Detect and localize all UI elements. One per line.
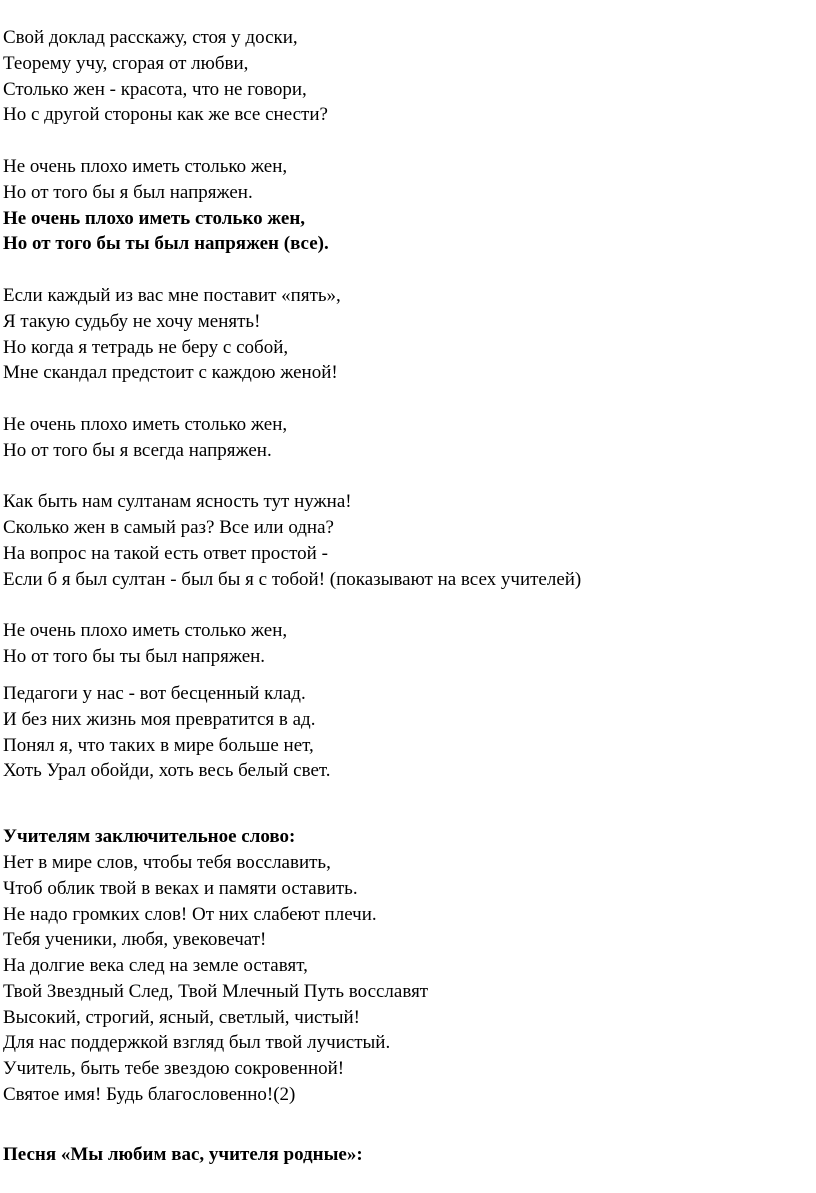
stanza-2-chorus <box>3 154 813 257</box>
text-line: Не очень плохо иметь столько жен, <box>3 413 288 435</box>
text-line: Педагоги у нас - вот бесценный клад. <box>3 682 306 704</box>
text-line: Нет в мире слов, чтобы тебя восславить, <box>3 851 331 873</box>
text-line: Свой доклад расскажу, стоя у доски, <box>3 27 298 48</box>
text-line: Для нас поддержкой взгляд был твой лучистый. <box>3 1032 391 1054</box>
bold-text-line: Но от того бы ты был напряжен (все). <box>3 233 329 255</box>
text-line: Но от того бы ты был напряжен. <box>3 646 266 668</box>
section-heading: Учителям заключительное слово: <box>3 826 296 848</box>
text-line: Хоть Урал обойди, хоть весь белый свет. <box>3 760 331 782</box>
section-heading: Песня «Мы любим вас, учителя родные»: <box>3 1143 363 1165</box>
text-line: И без них жизнь моя превратится в ад. <box>3 708 316 730</box>
text-line: Столько жен - красота, что не говори, <box>3 78 307 100</box>
stanza-1 <box>3 25 813 128</box>
text-line: Понял я, что таких в мире больше нет, <box>3 734 314 756</box>
text-line: Сколько жен в самый раз? Все или одна? <box>3 517 334 539</box>
text-line: Не очень плохо иметь столько жен, <box>3 155 288 177</box>
text-line: Не очень плохо иметь столько жен, <box>3 620 288 642</box>
text-line: Как быть нам султанам ясность тут нужна! <box>3 491 352 513</box>
bold-text-line: Не очень плохо иметь столько жен, <box>3 207 306 229</box>
text-line: Святое имя! Будь благословенно!(2) <box>3 1084 296 1106</box>
text-line: Чтоб облик твой в веках и памяти оставить. <box>3 877 358 899</box>
text-line: Теорему учу, сгорая от любви, <box>3 52 249 74</box>
text-line: Но от того бы я всегда напряжен. <box>3 439 272 461</box>
text-line: На долгие века след на земле оставят, <box>3 955 308 977</box>
text-line: Если б я был султан - был бы я с тобой! (показывают на всех учителей) <box>3 568 582 590</box>
stanza-8-closing-word <box>3 824 813 1108</box>
text-line: Высокий, строгий, ясный, светлый, чистый! <box>3 1006 361 1028</box>
stanza-7 <box>3 681 813 784</box>
stanza-4-chorus <box>3 412 813 464</box>
text-line: Учитель, быть тебе звездою сокровенной! <box>3 1058 345 1080</box>
text-line: Тебя ученики, любя, увековечат! <box>3 929 267 951</box>
stanza-5 <box>3 489 813 592</box>
document-page <box>3 25 813 1193</box>
stanza-6-chorus <box>3 618 813 670</box>
stanza-3 <box>3 283 813 386</box>
text-line: Я такую судьбу не хочу менять! <box>3 310 261 332</box>
text-line: Если каждый из вас мне поставит «пять», <box>3 284 341 306</box>
text-line: На вопрос на такой есть ответ простой - <box>3 542 328 564</box>
text-line: Твой Звездный След, Твой Млечный Путь восславят <box>3 980 429 1002</box>
text-line: Мне скандал предстоит с каждою женой! <box>3 362 338 384</box>
text-line: Не надо громких слов! От них слабеют плечи. <box>3 903 377 925</box>
stanza-9-song-title <box>3 1142 813 1168</box>
text-line: Но когда я тетрадь не беру с собой, <box>3 336 289 358</box>
text-line: Но от того бы я был напряжен. <box>3 181 253 203</box>
text-line: Но с другой стороны как же все снести? <box>3 104 328 126</box>
